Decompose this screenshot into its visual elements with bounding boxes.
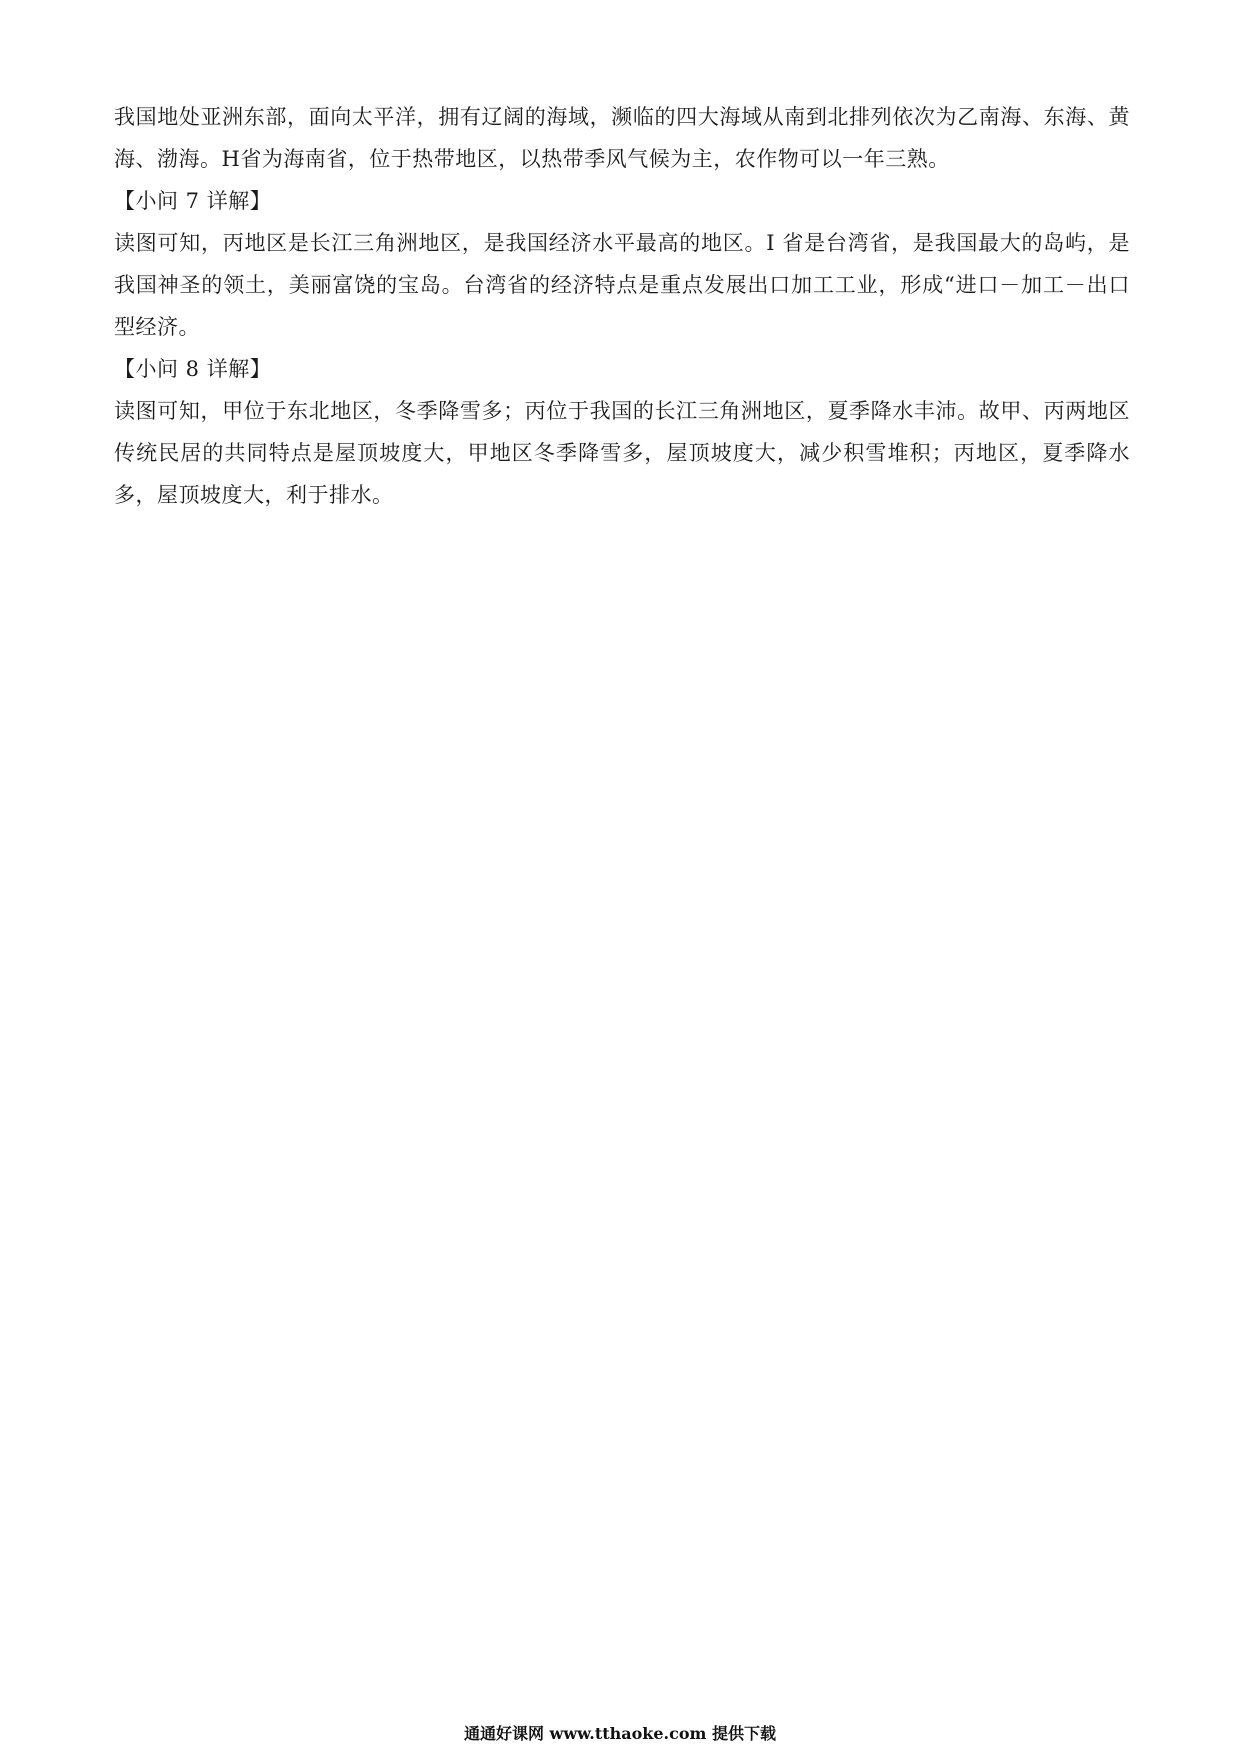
document-body bbox=[114, 96, 1130, 516]
paragraph-question-8-explanation: 读图可知，甲位于东北地区，冬季降雪多；丙位于我国的长江三角洲地区，夏季降水丰沛。故甲、丙两地区传统民居的共同特点是屋顶坡度大，甲地区冬季降雪多，屋顶坡度大，减少积雪堆积；丙地区，夏季降水多，屋顶坡度大，利于排水。 bbox=[114, 399, 1130, 507]
heading-question-7: 【小问 7 详解】 bbox=[114, 189, 272, 213]
paragraph-question-7-explanation: 读图可知，丙地区是长江三角洲地区，是我国经济水平最高的地区。I 省是台湾省，是我国最大的岛屿，是我国神圣的领土，美丽富饶的宝岛。台湾省的经济特点是重点发展出口加工工业，形成“进口－加工－出口型经济。 bbox=[114, 231, 1130, 339]
heading-question-8: 【小问 8 详解】 bbox=[114, 357, 272, 381]
page-footer: 通通好课网 www.tthaoke.com 提供下载 bbox=[463, 1724, 777, 1743]
paragraph-sea-areas: 我国地处亚洲东部，面向太平洋，拥有辽阔的海域，濒临的四大海域从南到北排列依次为乙南海、东海、黄海、渤海。H省为海南省，位于热带地区，以热带季风气候为主，农作物可以一年三熟。 bbox=[114, 105, 1130, 171]
